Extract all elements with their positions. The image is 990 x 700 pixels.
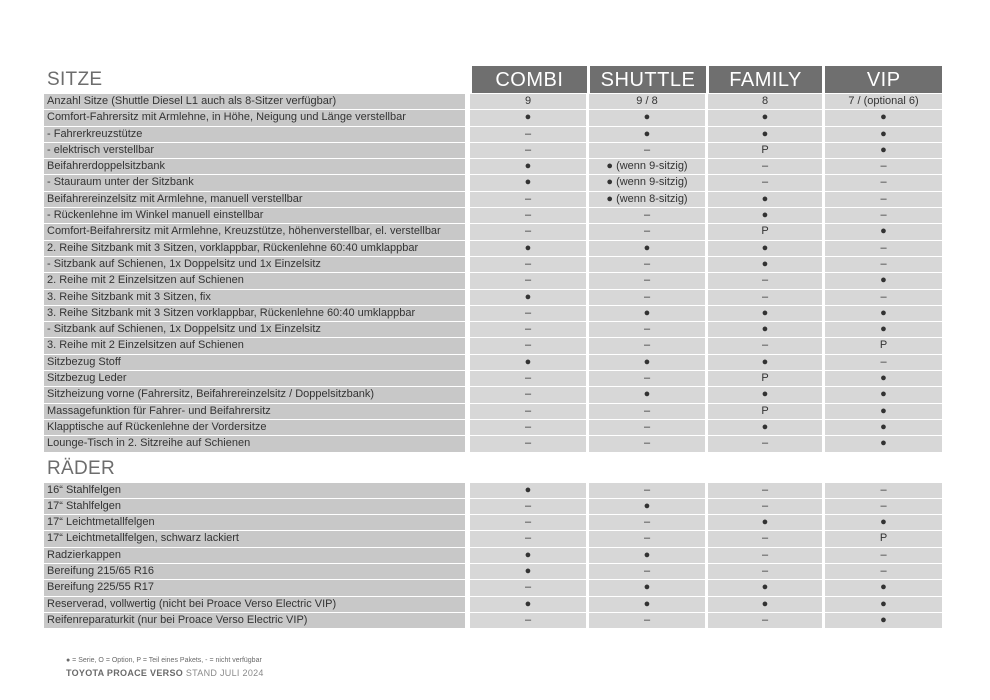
cell-vip: ● bbox=[825, 224, 942, 239]
table-row bbox=[44, 306, 942, 321]
cell-family: ● bbox=[708, 387, 822, 402]
cell-shuttle: – bbox=[589, 322, 705, 337]
row-label: Sitzheizung vorne (Fahrersitz, Beifahrereinzelsitz / Doppelsitzbank) bbox=[44, 387, 465, 402]
cell-shuttle: ● bbox=[589, 597, 705, 612]
cell-family: 8 bbox=[708, 94, 822, 109]
cell-combi: ● bbox=[470, 483, 586, 498]
stand-date: STAND JULI 2024 bbox=[185, 668, 264, 678]
cell-vip: – bbox=[825, 208, 942, 223]
cell-shuttle: – bbox=[589, 143, 705, 158]
cell-vip: ● bbox=[825, 371, 942, 386]
cell-shuttle: ● bbox=[589, 110, 705, 125]
spec-table bbox=[44, 66, 942, 629]
table-row bbox=[44, 515, 942, 530]
cell-vip: 7 / (optional 6) bbox=[825, 94, 942, 109]
cell-family: – bbox=[708, 531, 822, 546]
row-label: 3. Reihe mit 2 Einzelsitzen auf Schienen bbox=[44, 338, 465, 353]
cell-vip: ● bbox=[825, 420, 942, 435]
row-label: 17“ Leichtmetallfelgen, schwarz lackiert bbox=[44, 531, 465, 546]
cell-shuttle: ● bbox=[589, 548, 705, 563]
cell-shuttle: ● (wenn 8-sitzig) bbox=[589, 192, 705, 207]
cell-vip: ● bbox=[825, 273, 942, 288]
cell-family: P bbox=[708, 404, 822, 419]
legend: ● = Serie, O = Option, P = Teil eines Pakets, - = nicht verfügbar bbox=[66, 657, 262, 664]
seats-rows bbox=[44, 94, 942, 452]
cell-combi: – bbox=[470, 322, 586, 337]
row-label: Reserverad, vollwertig (nicht bei Proace Verso Electric VIP) bbox=[44, 597, 465, 612]
table-row bbox=[44, 241, 942, 256]
cell-vip: ● bbox=[825, 515, 942, 530]
table-header bbox=[44, 66, 942, 93]
table-row bbox=[44, 127, 942, 142]
cell-family: ● bbox=[708, 355, 822, 370]
cell-shuttle: ● (wenn 9-sitzig) bbox=[589, 159, 705, 174]
cell-combi: – bbox=[470, 580, 586, 595]
cell-combi: – bbox=[470, 224, 586, 239]
table-row bbox=[44, 143, 942, 158]
row-label: Sitzbezug Stoff bbox=[44, 355, 465, 370]
cell-shuttle: ● bbox=[589, 241, 705, 256]
cell-combi: – bbox=[470, 613, 586, 628]
cell-combi: – bbox=[470, 273, 586, 288]
cell-vip: ● bbox=[825, 436, 942, 451]
cell-vip: ● bbox=[825, 306, 942, 321]
row-label: Bereifung 225/55 R17 bbox=[44, 580, 465, 595]
row-label: Comfort-Beifahrersitz mit Armlehne, Kreuzstütze, höhenverstellbar, el. verstellbar bbox=[44, 224, 465, 239]
cell-combi: ● bbox=[470, 564, 586, 579]
table-row bbox=[44, 175, 942, 190]
table-row bbox=[44, 564, 942, 579]
cell-combi: – bbox=[470, 257, 586, 272]
brand-line bbox=[66, 668, 264, 678]
cell-combi: – bbox=[470, 371, 586, 386]
cell-combi: – bbox=[470, 436, 586, 451]
table-row bbox=[44, 290, 942, 305]
table-row bbox=[44, 420, 942, 435]
table-row bbox=[44, 338, 942, 353]
cell-vip: – bbox=[825, 564, 942, 579]
section-title-wheels: RÄDER bbox=[47, 457, 116, 479]
column-header-family: FAMILY bbox=[709, 66, 823, 93]
row-label: 16“ Stahlfelgen bbox=[44, 483, 465, 498]
cell-vip: ● bbox=[825, 110, 942, 125]
row-label: - elektrisch verstellbar bbox=[44, 143, 465, 158]
table-row bbox=[44, 192, 942, 207]
cell-vip: ● bbox=[825, 127, 942, 142]
cell-combi: ● bbox=[470, 548, 586, 563]
cell-shuttle: ● bbox=[589, 306, 705, 321]
cell-vip: ● bbox=[825, 613, 942, 628]
cell-family: – bbox=[708, 436, 822, 451]
table-row bbox=[44, 257, 942, 272]
cell-shuttle: – bbox=[589, 515, 705, 530]
cell-family: – bbox=[708, 175, 822, 190]
cell-combi: – bbox=[470, 531, 586, 546]
cell-combi: – bbox=[470, 420, 586, 435]
cell-combi: ● bbox=[470, 110, 586, 125]
row-label: - Stauraum unter der Sitzbank bbox=[44, 175, 465, 190]
cell-vip: – bbox=[825, 241, 942, 256]
cell-shuttle: – bbox=[589, 531, 705, 546]
cell-combi: ● bbox=[470, 159, 586, 174]
cell-vip: P bbox=[825, 338, 942, 353]
row-label: - Sitzbank auf Schienen, 1x Doppelsitz und 1x Einzelsitz bbox=[44, 257, 465, 272]
row-label: 3. Reihe Sitzbank mit 3 Sitzen, fix bbox=[44, 290, 465, 305]
row-label: - Fahrerkreuzstütze bbox=[44, 127, 465, 142]
cell-family: – bbox=[708, 273, 822, 288]
cell-vip: – bbox=[825, 192, 942, 207]
row-label: 17“ Leichtmetallfelgen bbox=[44, 515, 465, 530]
table-row bbox=[44, 94, 942, 109]
table-row bbox=[44, 224, 942, 239]
table-row bbox=[44, 580, 942, 595]
cell-shuttle: – bbox=[589, 208, 705, 223]
table-row bbox=[44, 110, 942, 125]
table-row bbox=[44, 273, 942, 288]
cell-shuttle: – bbox=[589, 338, 705, 353]
row-label: 3. Reihe Sitzbank mit 3 Sitzen vorklappbar, Rückenlehne 60:40 umklappbar bbox=[44, 306, 465, 321]
section-title-seats: SITZE bbox=[47, 69, 103, 90]
cell-family: – bbox=[708, 564, 822, 579]
cell-family: P bbox=[708, 143, 822, 158]
cell-family: ● bbox=[708, 515, 822, 530]
cell-vip: – bbox=[825, 483, 942, 498]
cell-vip: – bbox=[825, 175, 942, 190]
cell-vip: – bbox=[825, 290, 942, 305]
cell-vip: ● bbox=[825, 143, 942, 158]
table-row bbox=[44, 322, 942, 337]
cell-shuttle: – bbox=[589, 371, 705, 386]
cell-vip: ● bbox=[825, 580, 942, 595]
table-row bbox=[44, 208, 942, 223]
cell-combi: ● bbox=[470, 597, 586, 612]
cell-combi: – bbox=[470, 338, 586, 353]
cell-family: ● bbox=[708, 597, 822, 612]
cell-shuttle: – bbox=[589, 404, 705, 419]
column-header-combi: COMBI bbox=[472, 66, 588, 93]
cell-shuttle: ● bbox=[589, 127, 705, 142]
cell-family: – bbox=[708, 548, 822, 563]
row-label: Sitzbezug Leder bbox=[44, 371, 465, 386]
cell-combi: – bbox=[470, 404, 586, 419]
cell-shuttle: ● bbox=[589, 499, 705, 514]
cell-combi: – bbox=[470, 499, 586, 514]
cell-combi: – bbox=[470, 515, 586, 530]
row-label: Massagefunktion für Fahrer- und Beifahrersitz bbox=[44, 404, 465, 419]
cell-shuttle: ● bbox=[589, 580, 705, 595]
cell-combi: – bbox=[470, 306, 586, 321]
cell-family: – bbox=[708, 613, 822, 628]
row-label: - Sitzbank auf Schienen, 1x Doppelsitz und 1x Einzelsitz bbox=[44, 322, 465, 337]
cell-combi: – bbox=[470, 143, 586, 158]
table-row bbox=[44, 613, 942, 628]
cell-combi: ● bbox=[470, 241, 586, 256]
brand-name: TOYOTA PROACE VERSO bbox=[66, 668, 184, 678]
cell-family: – bbox=[708, 483, 822, 498]
row-label: Lounge-Tisch in 2. Sitzreihe auf Schienen bbox=[44, 436, 465, 451]
table-row bbox=[44, 159, 942, 174]
footer bbox=[66, 657, 264, 678]
row-label: Reifenreparaturkit (nur bei Proace Verso Electric VIP) bbox=[44, 613, 465, 628]
cell-shuttle: ● bbox=[589, 355, 705, 370]
wheels-rows bbox=[44, 483, 942, 629]
cell-vip: ● bbox=[825, 597, 942, 612]
table-row bbox=[44, 597, 942, 612]
row-label: Beifahrerdoppelsitzbank bbox=[44, 159, 465, 174]
row-label: 2. Reihe mit 2 Einzelsitzen auf Schienen bbox=[44, 273, 465, 288]
table-row bbox=[44, 387, 942, 402]
cell-shuttle: – bbox=[589, 257, 705, 272]
row-label: - Rückenlehne im Winkel manuell einstellbar bbox=[44, 208, 465, 223]
cell-vip: – bbox=[825, 499, 942, 514]
cell-shuttle: – bbox=[589, 564, 705, 579]
cell-combi: – bbox=[470, 127, 586, 142]
cell-family: ● bbox=[708, 192, 822, 207]
column-header-vip: VIP bbox=[825, 66, 942, 93]
cell-family: – bbox=[708, 338, 822, 353]
row-label: 2. Reihe Sitzbank mit 3 Sitzen, vorklappbar, Rückenlehne 60:40 umklappbar bbox=[44, 241, 465, 256]
cell-combi: ● bbox=[470, 355, 586, 370]
row-label: Anzahl Sitze (Shuttle Diesel L1 auch als 8-Sitzer verfügbar) bbox=[44, 94, 465, 109]
table-row bbox=[44, 436, 942, 451]
cell-family: – bbox=[708, 290, 822, 305]
cell-shuttle: – bbox=[589, 420, 705, 435]
cell-vip: ● bbox=[825, 387, 942, 402]
cell-shuttle: ● (wenn 9-sitzig) bbox=[589, 175, 705, 190]
cell-family: ● bbox=[708, 241, 822, 256]
cell-combi: – bbox=[470, 208, 586, 223]
cell-combi: – bbox=[470, 387, 586, 402]
row-label: Comfort-Fahrersitz mit Armlehne, in Höhe, Neigung und Länge verstellbar bbox=[44, 110, 465, 125]
cell-combi: – bbox=[470, 192, 586, 207]
row-label: 17“ Stahlfelgen bbox=[44, 499, 465, 514]
cell-family: ● bbox=[708, 580, 822, 595]
cell-vip: – bbox=[825, 159, 942, 174]
cell-family: ● bbox=[708, 306, 822, 321]
row-label: Beifahrereinzelsitz mit Armlehne, manuell verstellbar bbox=[44, 192, 465, 207]
table-row bbox=[44, 548, 942, 563]
cell-vip: – bbox=[825, 355, 942, 370]
cell-combi: 9 bbox=[470, 94, 586, 109]
cell-vip: ● bbox=[825, 404, 942, 419]
cell-family: – bbox=[708, 499, 822, 514]
row-label: Klapptische auf Rückenlehne der Vordersitze bbox=[44, 420, 465, 435]
cell-family: P bbox=[708, 371, 822, 386]
row-label: Radzierkappen bbox=[44, 548, 465, 563]
cell-shuttle: ● bbox=[589, 387, 705, 402]
cell-family: ● bbox=[708, 127, 822, 142]
cell-vip: – bbox=[825, 257, 942, 272]
cell-family: ● bbox=[708, 322, 822, 337]
cell-family: ● bbox=[708, 257, 822, 272]
cell-family: ● bbox=[708, 420, 822, 435]
cell-shuttle: – bbox=[589, 273, 705, 288]
cell-vip: ● bbox=[825, 322, 942, 337]
table-row bbox=[44, 483, 942, 498]
cell-family: – bbox=[708, 159, 822, 174]
cell-vip: – bbox=[825, 548, 942, 563]
cell-vip: P bbox=[825, 531, 942, 546]
table-row bbox=[44, 371, 942, 386]
cell-shuttle: – bbox=[589, 483, 705, 498]
table-row bbox=[44, 499, 942, 514]
cell-shuttle: – bbox=[589, 613, 705, 628]
column-header-shuttle: SHUTTLE bbox=[590, 66, 706, 93]
cell-shuttle: – bbox=[589, 436, 705, 451]
cell-combi: ● bbox=[470, 175, 586, 190]
cell-family: ● bbox=[708, 208, 822, 223]
table-row bbox=[44, 531, 942, 546]
cell-family: ● bbox=[708, 110, 822, 125]
cell-shuttle: 9 / 8 bbox=[589, 94, 705, 109]
cell-combi: ● bbox=[470, 290, 586, 305]
row-label: Bereifung 215/65 R16 bbox=[44, 564, 465, 579]
cell-shuttle: – bbox=[589, 224, 705, 239]
table-row bbox=[44, 404, 942, 419]
cell-shuttle: – bbox=[589, 290, 705, 305]
cell-family: P bbox=[708, 224, 822, 239]
table-row bbox=[44, 355, 942, 370]
